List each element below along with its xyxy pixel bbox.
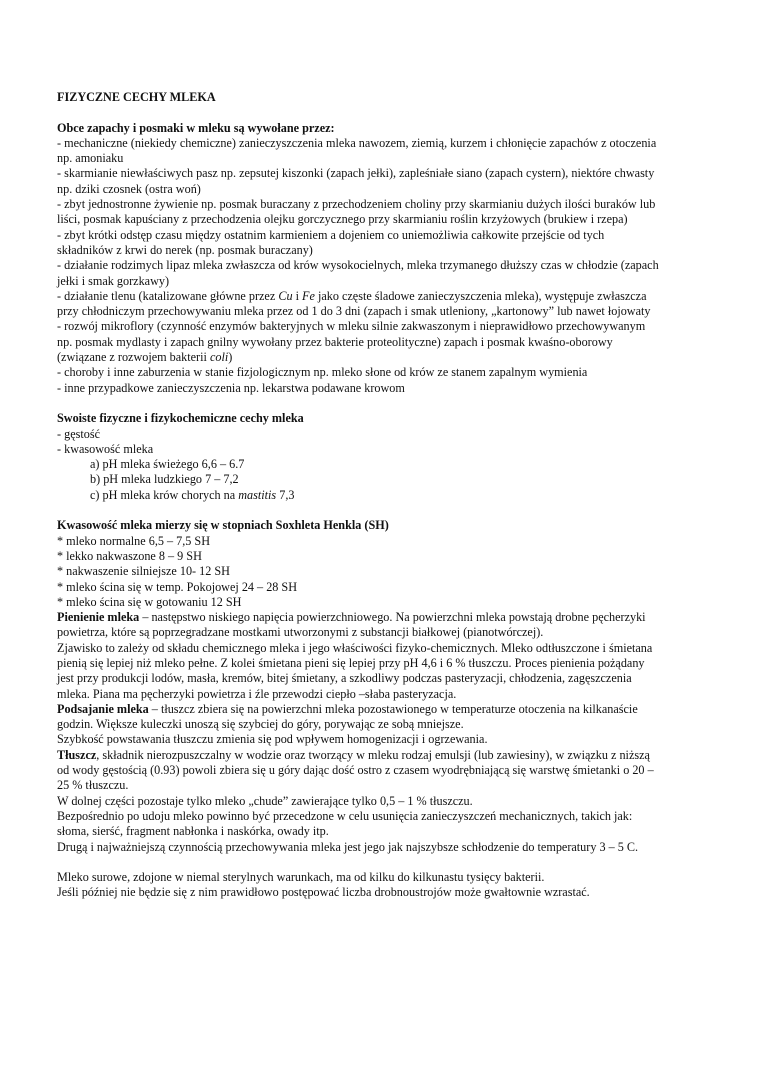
- spacer: [57, 105, 720, 120]
- spacer: [57, 503, 720, 518]
- term-foaming: Pienienie mleka: [57, 610, 140, 625]
- text-line: * lekko nakwaszone 8 – 9 SH: [57, 548, 202, 563]
- text-line: - rozwój mikroflory (czynność enzymów bakteryjnych w mleku silnie zakwaszonym i nieprawidłowo przechowywanym: [57, 319, 646, 334]
- italic-word-mastitis: mastitis: [238, 487, 277, 502]
- section-heading-acidity: Kwasowość mleka mierzy się w stopniach Soxhleta Henkla (SH): [57, 518, 389, 533]
- text-fragment: jako częste śladowe zanieczyszczenia mleka), występuje zwłaszcza: [314, 288, 647, 303]
- text-line: * mleko normalne 6,5 – 7,5 SH: [57, 533, 211, 548]
- italic-word-coli: coli: [209, 350, 229, 365]
- italic-symbol-cu: Cu: [278, 288, 293, 303]
- text-line: 25 % tłuszczu.: [57, 778, 129, 793]
- text-fragment: 7,3: [276, 487, 295, 502]
- text-line: * mleko ścina się w temp. Pokojowej 24 – 28 SH: [57, 579, 298, 594]
- text-line: jest przy produkcji lodów, masła, kremów, bitej śmietany, a szkodliwy podczas pasteryzacji, chłodzenia, zagęszczenia: [57, 671, 632, 686]
- text-fragment: – następstwo niskiego napięcia powierzchniowego. Na powierzchni mleka powstają drobne pęcherzyki: [139, 610, 646, 625]
- text-line: - skarmianie niewłaściwych pasz np. zepsutej kiszonki (zapach jełki), zapleśniałe siano (zapach cystern), niektóre chwasty: [57, 166, 655, 181]
- text-line: - inne przypadkowe zanieczyszczenia np. lekarstwa podawane krowom: [57, 380, 405, 395]
- spacer: [57, 855, 720, 870]
- text-line: np. posmak mydlasty i zapach gnilny wywołany przez bakterie proteolityczne) zapach i posmak kwaśno-oborowy: [57, 334, 613, 349]
- text-line: składników z krwi do nerek (np. posmak buraczany): [57, 242, 313, 257]
- spacer: [57, 396, 720, 411]
- text-line: od wody gęstością (0.93) powoli zbiera się u góry dając dość ostro z czasem wyodrębniającą się warstwę śmietanki o 20 –: [57, 763, 654, 778]
- text-line: * nakwaszenie silniejsze 10- 12 SH: [57, 564, 230, 579]
- text-fragment: c) pH mleka krów chorych na: [90, 487, 239, 502]
- text-line: godzin. Większe kuleczki unoszą się szybciej do góry, porywając ze sobą mniejsze.: [57, 717, 464, 732]
- text-line: Bezpośrednio po udoju mleko powinno być przecedzone w celu usunięcia zanieczyszczeń mechanicznych, takich jak:: [57, 808, 633, 823]
- text-fragment: i: [292, 288, 303, 303]
- list-item: b) pH mleka ludzkiego 7 – 7,2: [90, 472, 239, 487]
- text-line: Szybkość powstawania tłuszczu zmienia się pod wpływem homogenizacji i ogrzewania.: [57, 732, 488, 747]
- text-line: W dolnej części pozostaje tylko mleko „chude” zawierające tylko 0,5 – 1 % tłuszczu.: [57, 793, 473, 808]
- text-line: jełki i smak gorzkawy): [57, 273, 170, 288]
- text-line: pienią się lepiej niż mleko pełne. Z kolei śmietana pieni się lepiej przy pH 4,6 i 6 % tłuszczu. Proces pienienia pożądany: [57, 655, 645, 670]
- term-creaming: Podsajanie mleka: [57, 701, 149, 716]
- text-line: * mleko ścina się w gotowaniu 12 SH: [57, 594, 242, 609]
- text-line: przy chłodniczym przechowywaniu mleka przez od 1 do 3 dni (zapach i smak utleniony, „kartonowy” lub nawet łojowaty: [57, 304, 651, 319]
- text-line: Drugą i najważniejszą czynnością przechowywania mleka jest jego jak najszybsze schłodzenie do temperatury 3 – 5 C.: [57, 839, 639, 854]
- text-line: słoma, sierść, fragment nabłonka i naskórka, owady itp.: [57, 824, 329, 839]
- list-item-mastitis: [57, 488, 720, 503]
- text-line: - kwasowość mleka: [57, 441, 154, 456]
- document-title: FIZYCZNE CECHY MLEKA: [57, 90, 216, 104]
- section-heading-properties: Swoiste fizyczne i fizykochemiczne cechy mleka: [57, 411, 304, 426]
- text-line: - gęstość: [57, 426, 100, 441]
- text-line-oxygen: [57, 289, 720, 304]
- text-fragment: , składnik nierozpuszczalny w wodzie oraz tworzący w mleku rodzaj emulsji (lub zawiesiny), w związku z niższą: [96, 747, 650, 762]
- term-fat: Tłuszcz: [57, 747, 97, 762]
- paragraph-foaming: [57, 610, 720, 625]
- text-line: - zbyt krótki odstęp czasu między ostatnim karmieniem a dojeniem co uniemożliwia całkowite przejście od tych: [57, 227, 605, 242]
- text-line: np. dziki czosnek (ostra woń): [57, 181, 201, 196]
- text-line: Zjawisko to zależy od składu chemicznego mleka i jego właściwości fizyko-chemicznych. Mleko odtłuszczone i śmietana: [57, 640, 653, 655]
- text-line: powietrza, które są poprzegradzane mostkami utworzonymi z substancji białkowej (pianotwórczej).: [57, 625, 544, 640]
- text-line: - zbyt jednostronne żywienie np. posmak buraczany z przechodzeniem choliny przy skarmianiu dużych ilości buraków lub: [57, 197, 656, 212]
- text-fragment: – tłuszcz zbiera się na powierzchni mleka pozostawionego w temperaturze otoczenia na kilkanaście: [148, 701, 638, 716]
- paragraph-creaming: [57, 702, 720, 717]
- text-line: mleka. Piana ma pęcherzyki powietrza i źle przewodzi ciepło –słaba pasteryzacja.: [57, 686, 457, 701]
- list-item: a) pH mleka świeżego 6,6 – 6.7: [90, 457, 245, 472]
- text-line: - mechaniczne (niekiedy chemiczne) zanieczyszczenia mleka nawozem, ziemią, kurzem i chłonięcie zapachów z otoczenia: [57, 135, 657, 150]
- text-line: - działanie rodzimych lipaz mleka zwłaszcza od krów wysokocielnych, mleka trzymanego dłuższy czas w chłodzie (zapach: [57, 258, 659, 273]
- text-line-coli: [57, 350, 720, 365]
- text-line: Jeśli później nie będzie się z nim prawidłowo postępować liczba drobnoustrojów może gwałtownie wzrastać.: [57, 885, 590, 900]
- text-line: liści, posmak kapuściany z przechodzenia olejku gorczycznego przy skarmianiu roślin krzyżowych (brukiew i rzepa): [57, 212, 628, 227]
- text-fragment: (związane z rozwojem bakterii: [57, 350, 210, 365]
- text-line: Mleko surowe, zdojone w niemal sterylnych warunkach, ma od kilku do kilkunastu tysięcy bakterii.: [57, 870, 545, 885]
- text-fragment: ): [228, 350, 233, 365]
- section-heading-odors: Obce zapachy i posmaki w mleku są wywołane przez:: [57, 120, 335, 135]
- italic-symbol-fe: Fe: [302, 288, 315, 303]
- text-line: np. amoniaku: [57, 151, 124, 166]
- text-fragment: - działanie tlenu (katalizowane główne przez: [57, 288, 279, 303]
- text-line: - choroby i inne zaburzenia w stanie fizjologicznym np. mleko słone od krów ze stanem zapalnym wymienia: [57, 365, 588, 380]
- paragraph-fat: [57, 748, 720, 763]
